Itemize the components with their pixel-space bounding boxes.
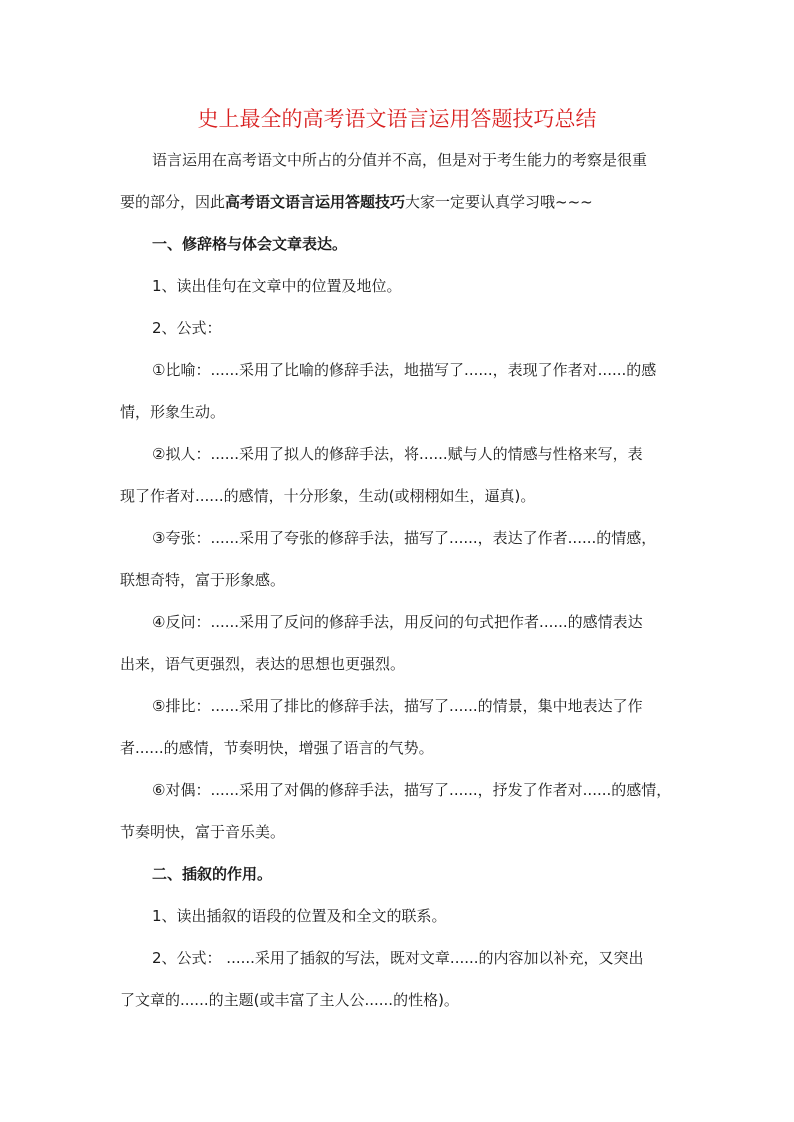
section1-heading: 一、修辞格与体会文章表达。	[152, 235, 348, 253]
item-antithesis-line2: 节奏明快，富于音乐美。	[120, 823, 286, 841]
section2-step2-line2: 了文章的......的主题(或丰富了主人公......的性格)。	[120, 991, 459, 1009]
intro-text-pre: 要的部分，因此	[120, 193, 226, 211]
item-personification-line2: 现了作者对......的感情，十分形象，生动(或栩栩如生，逼真)。	[120, 487, 536, 505]
section1-step1: 1、读出佳句在文章中的位置及地位。	[152, 277, 402, 295]
item-rhetorical-question-line1: ④反问：......采用了反问的修辞手法，用反问的句式把作者......的感情表达	[152, 613, 643, 631]
section2-step2-line1: 2、公式： ......采用了插叙的写法，既对文章......的内容加以补充，又突出	[152, 949, 644, 967]
item-personification-line1: ②拟人：......采用了拟人的修辞手法，将......赋与人的情感与性格来写，表	[152, 445, 643, 463]
item-rhetorical-question-line2: 出来，语气更强烈，表达的思想也更强烈。	[120, 655, 406, 673]
section1-step2: 2、公式：	[152, 319, 222, 337]
intro-line-2	[120, 190, 680, 214]
item-metaphor-line2: 情，形象生动。	[120, 403, 226, 421]
intro-text-post: 大家一定要认真学习哦~~~	[405, 193, 593, 211]
item-parallelism-line1: ⑤排比：......采用了排比的修辞手法，描写了......的情景，集中地表达了作	[152, 697, 643, 715]
section2-heading: 二、插叙的作用。	[152, 865, 273, 883]
section2-step1: 1、读出插叙的语段的位置及和全文的联系。	[152, 907, 447, 925]
item-antithesis-line1: ⑥对偶：......采用了对偶的修辞手法，描写了......，抒发了作者对......的感情，	[152, 781, 672, 799]
document-title: 史上最全的高考语文语言运用答题技巧总结	[197, 107, 597, 131]
intro-keyword: 高考语文语言运用答题技巧	[225, 193, 406, 211]
item-hyperbole-line2: 联想奇特，富于形象感。	[120, 571, 286, 589]
item-metaphor-line1: ①比喻：......采用了比喻的修辞手法，地描写了......，表现了作者对......的感	[152, 361, 657, 379]
intro-line-1: 语言运用在高考语文中所占的分值并不高，但是对于考生能力的考察是很重	[152, 151, 648, 169]
item-parallelism-line2: 者......的感情，节奏明快，增强了语言的气势。	[120, 739, 434, 757]
item-hyperbole-line1: ③夸张：......采用了夸张的修辞手法，描写了......，表达了作者......的情感，	[152, 529, 657, 547]
